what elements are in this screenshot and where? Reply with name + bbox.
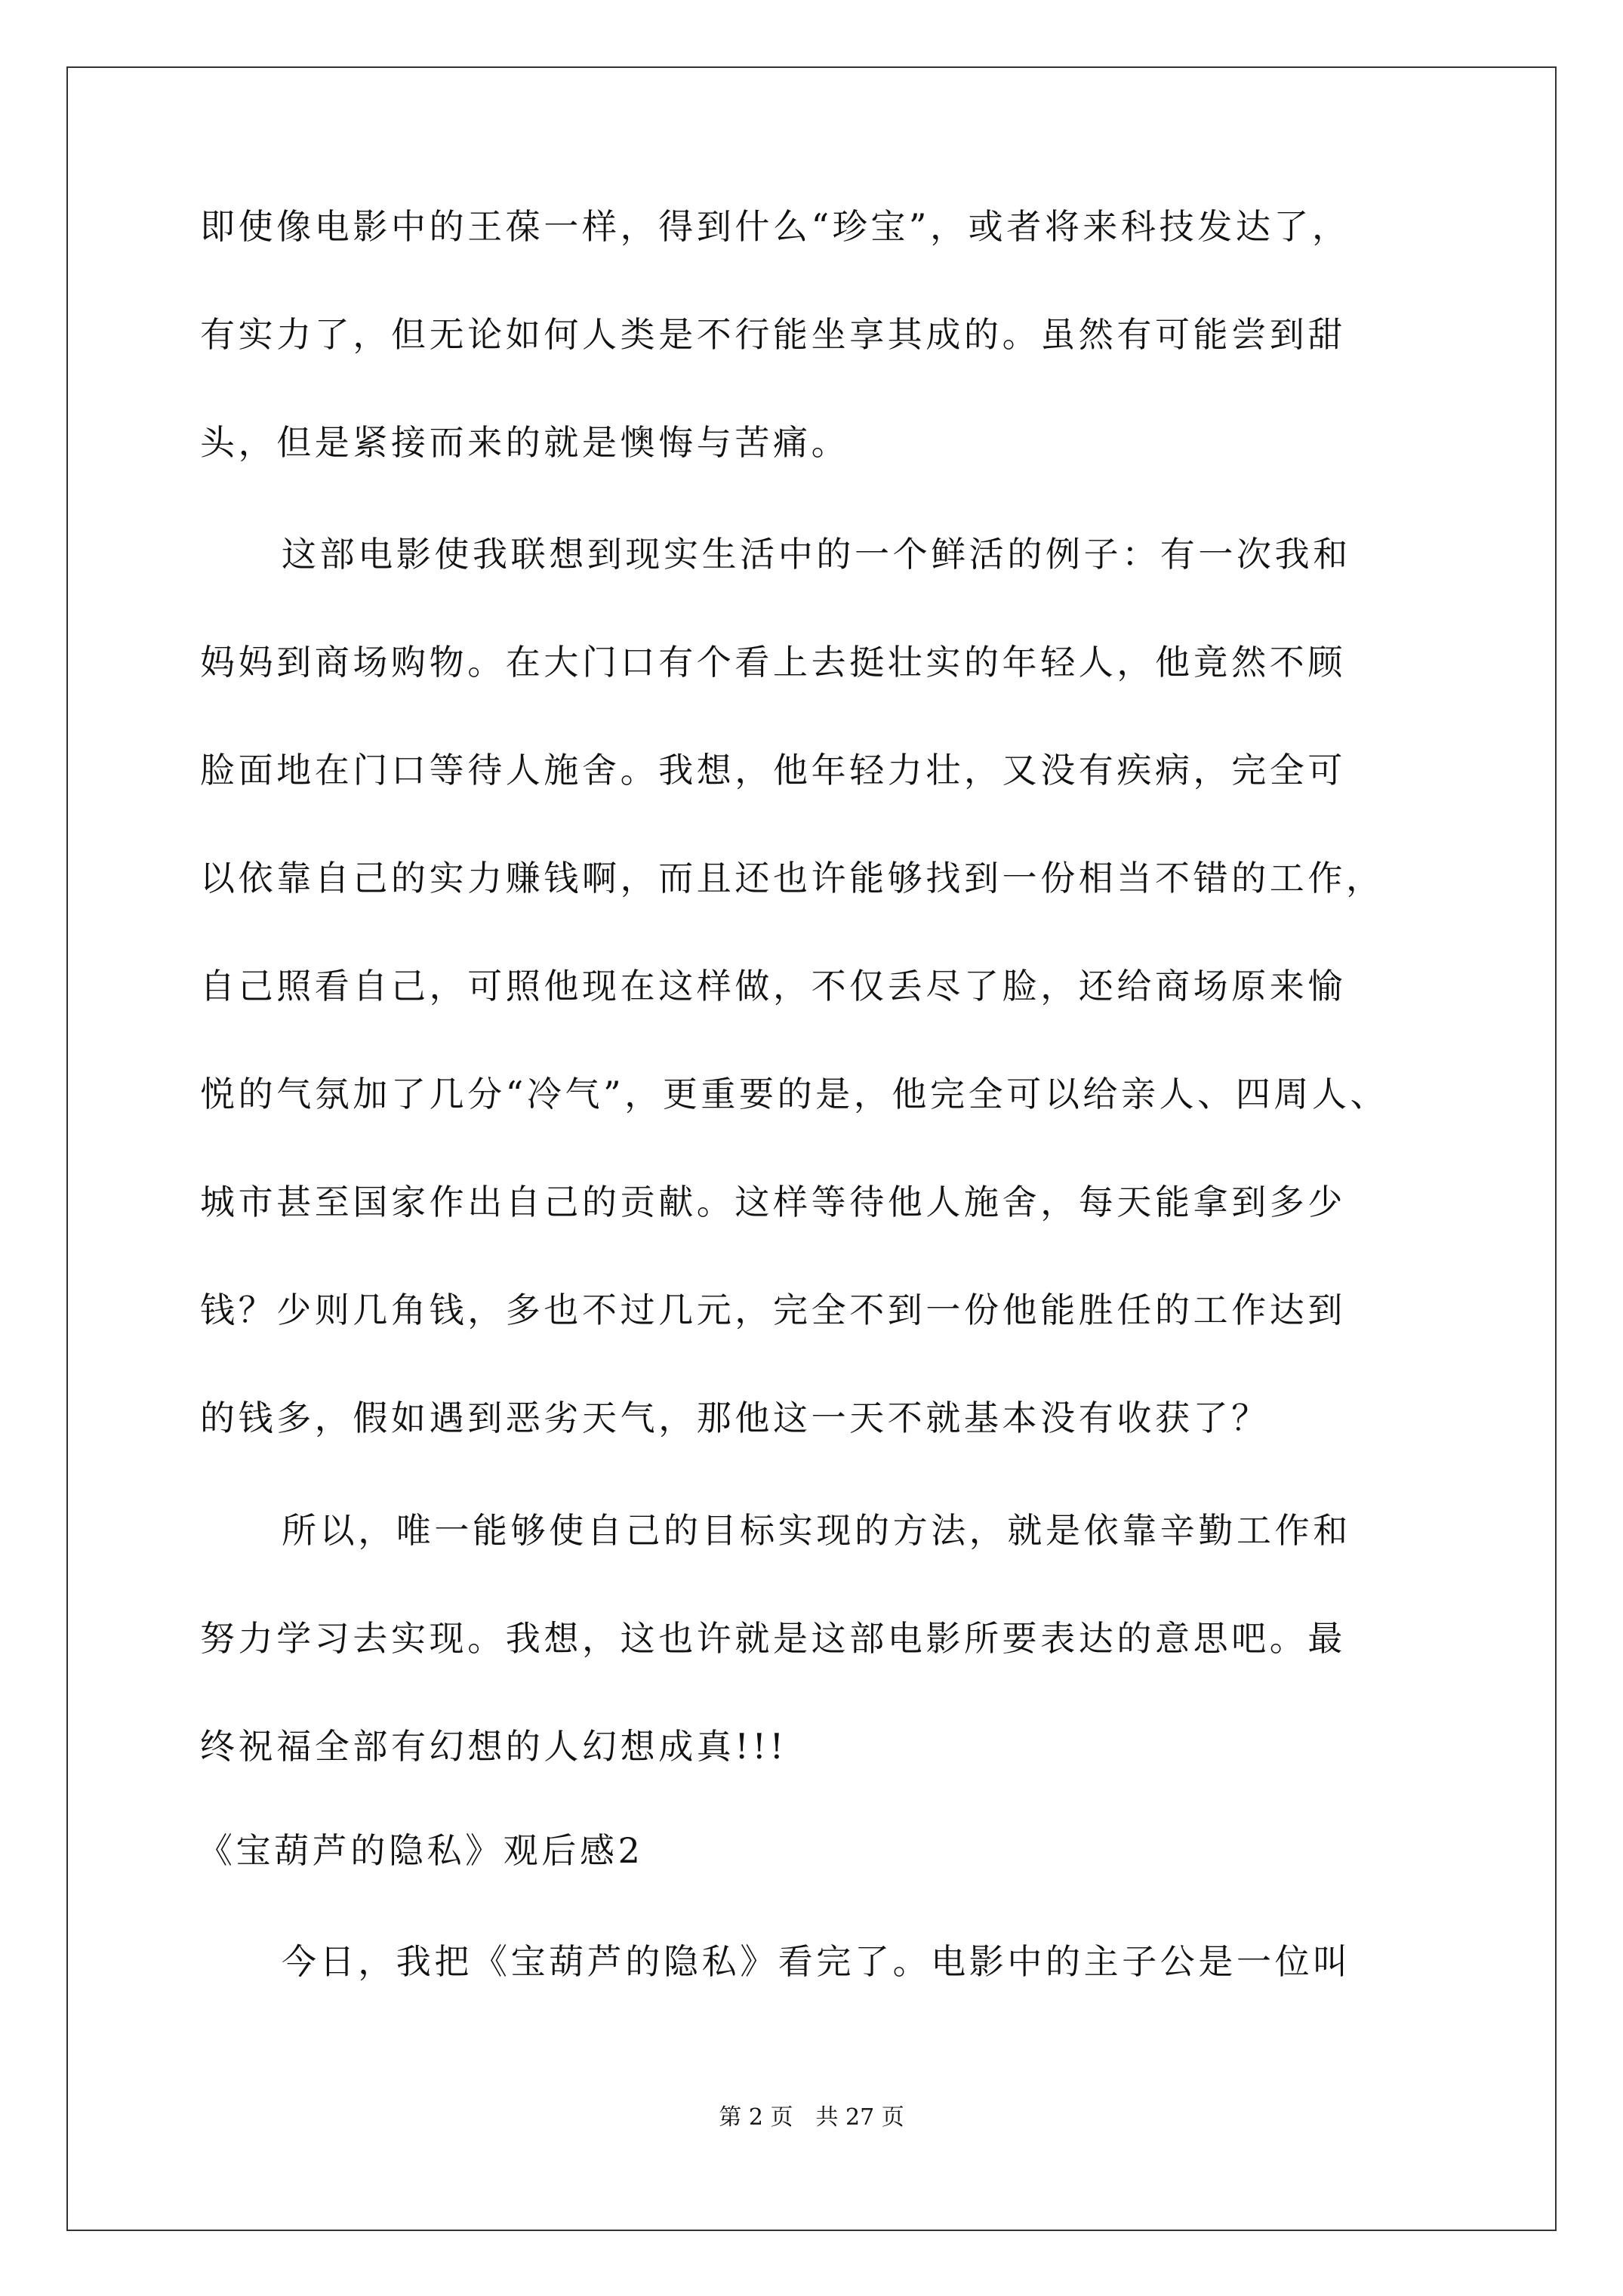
page-number-footer: 第 2 页 共 27 页: [719, 2104, 904, 2131]
text-line: 头，但是紧接而来的就是懊悔与苦痛。: [200, 422, 850, 463]
text-line: 脸面地在门口等待人施舍。我想，他年轻力壮，又没有疾病，完全可: [200, 750, 1346, 791]
text-line: 城市甚至国家作出自己的贡献。这样等待他人施舍，每天能拿到多少: [200, 1182, 1346, 1222]
section-heading: 《宝葫芦的隐私》观后感2: [198, 1830, 644, 1871]
paragraph-start-line: 所以，唯一能够使自己的目标实现的方法，就是依靠辛勤工作和: [282, 1510, 1351, 1551]
text-line: 有实力了，但无论如何人类是不行能坐享其成的。虽然有可能尝到甜: [200, 314, 1346, 355]
text-line: 自己照看自己，可照他现在这样做，不仅丢尽了脸，还给商场原来愉: [200, 966, 1346, 1006]
text-line: 即使像电影中的王葆一样，得到什么“珍宝”，或者将来科技发达了，: [200, 206, 1350, 247]
text-line: 悦的气氛加了几分“冷气”，更重要的是，他完全可以给亲人、四周人、: [200, 1074, 1389, 1114]
page-border: [66, 66, 1557, 2231]
text-line: 终祝福全部有幻想的人幻想成真!!!: [200, 1726, 787, 1767]
text-line: 努力学习去实现。我想，这也许就是这部电影所要表达的意思吧。最: [200, 1618, 1346, 1659]
text-line: 的钱多，假如遇到恶劣天气，那他这一天不就基本没有收获了？: [200, 1398, 1270, 1438]
text-line: 以依靠自己的实力赚钱啊，而且还也许能够找到一份相当不错的工作，: [200, 858, 1384, 898]
paragraph-start-line: 今日，我把《宝葫芦的隐私》看完了。电影中的主子公是一位叫: [282, 1941, 1351, 1982]
paragraph-start-line: 这部电影使我联想到现实生活中的一个鲜活的例子：有一次我和: [282, 534, 1351, 575]
text-line: 钱？少则几角钱，多也不过几元，完全不到一份他能胜任的工作达到: [200, 1290, 1346, 1330]
text-line: 妈妈到商场购物。在大门口有个看上去挺壮实的年轻人，他竟然不顾: [200, 642, 1346, 683]
